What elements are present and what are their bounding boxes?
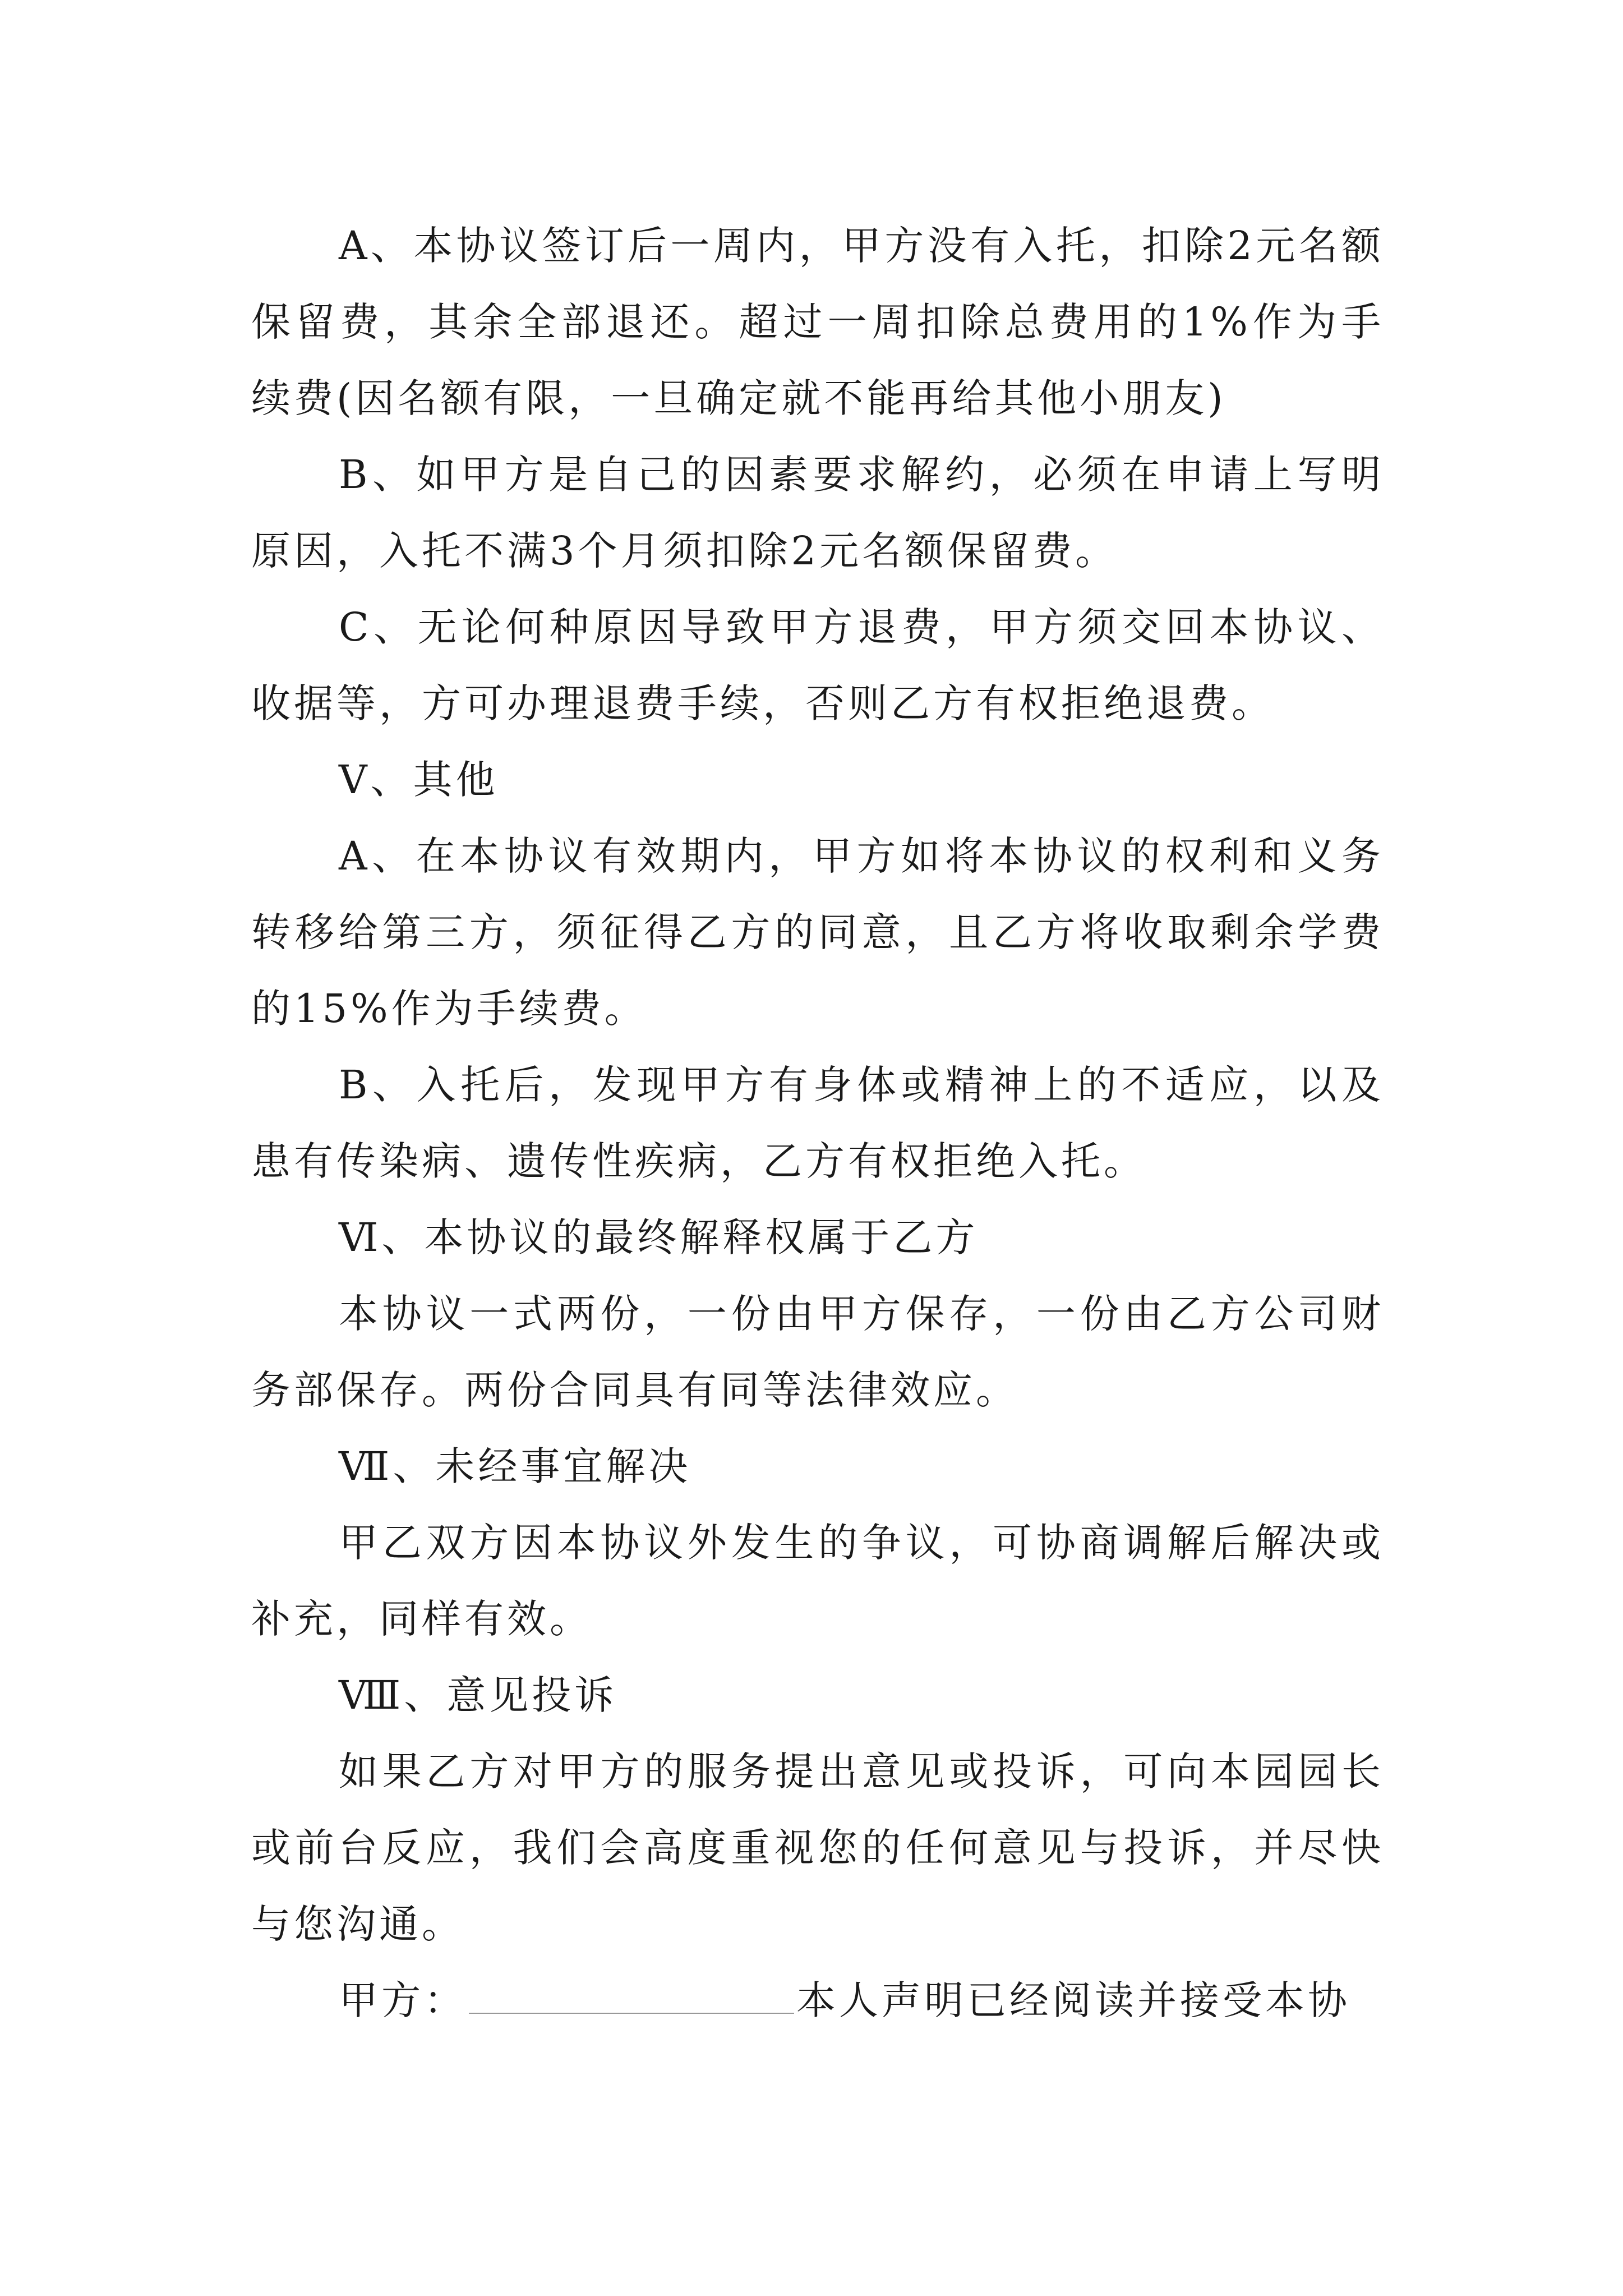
clause-copies: 本协议一式两份，一份由甲方保存，一份由乙方公司财务部保存。两份合同具有同等法律效应。 bbox=[251, 1291, 1384, 1413]
clause-complaints: 如果乙方对甲方的服务提出意见或投诉，可向本园园长或前台反应，我们会高度重视您的任何意见与投诉，并尽快与您沟通。 bbox=[251, 1749, 1384, 1947]
section-heading-other: V、其他 bbox=[339, 757, 499, 803]
signature-row bbox=[251, 1962, 1384, 2039]
section-heading-unresolved: Ⅶ、未经事宜解决 bbox=[339, 1443, 691, 1489]
section-heading-interpretation: Ⅵ、本协议的最终解释权属于乙方 bbox=[339, 1214, 979, 1260]
clause-refund-c: C、无论何种原因导致甲方退费，甲方须交回本协议、收据等，方可办理退费手续，否则乙方有权拒绝退费。 bbox=[251, 604, 1384, 726]
clause-other-a: A、在本协议有效期内，甲方如将本协议的权利和义务转移给第三方，须征得乙方的同意，且乙方将收取剩余学费的15%作为手续费。 bbox=[251, 833, 1384, 1032]
signature-blank-line[interactable] bbox=[469, 2008, 794, 2014]
clause-disputes: 甲乙双方因本协议外发生的争议，可协商调解后解决或补充，同样有效。 bbox=[251, 1520, 1384, 1642]
clause-refund-b: B、如甲方是自己的因素要求解约，必须在申请上写明原因，入托不满3个月须扣除2元名额保留费。 bbox=[251, 452, 1384, 574]
clause-other-b: B、入托后，发现甲方有身体或精神上的不适应，以及患有传染病、遗传性疾病，乙方有权拒绝入托。 bbox=[251, 1062, 1384, 1184]
signature-statement: 本人声明已经阅读并接受本协 bbox=[796, 1977, 1350, 2023]
section-heading-complaints: Ⅷ、意见投诉 bbox=[339, 1672, 617, 1718]
document-body bbox=[251, 208, 1384, 2039]
clause-refund-a: A、本协议签订后一周内，甲方没有入托，扣除2元名额保留费，其余全部退还。超过一周扣除总费用的1%作为手续费(因名额有限，一旦确定就不能再给其他小朋友) bbox=[251, 223, 1384, 421]
signature-label: 甲方： bbox=[339, 1977, 467, 2023]
